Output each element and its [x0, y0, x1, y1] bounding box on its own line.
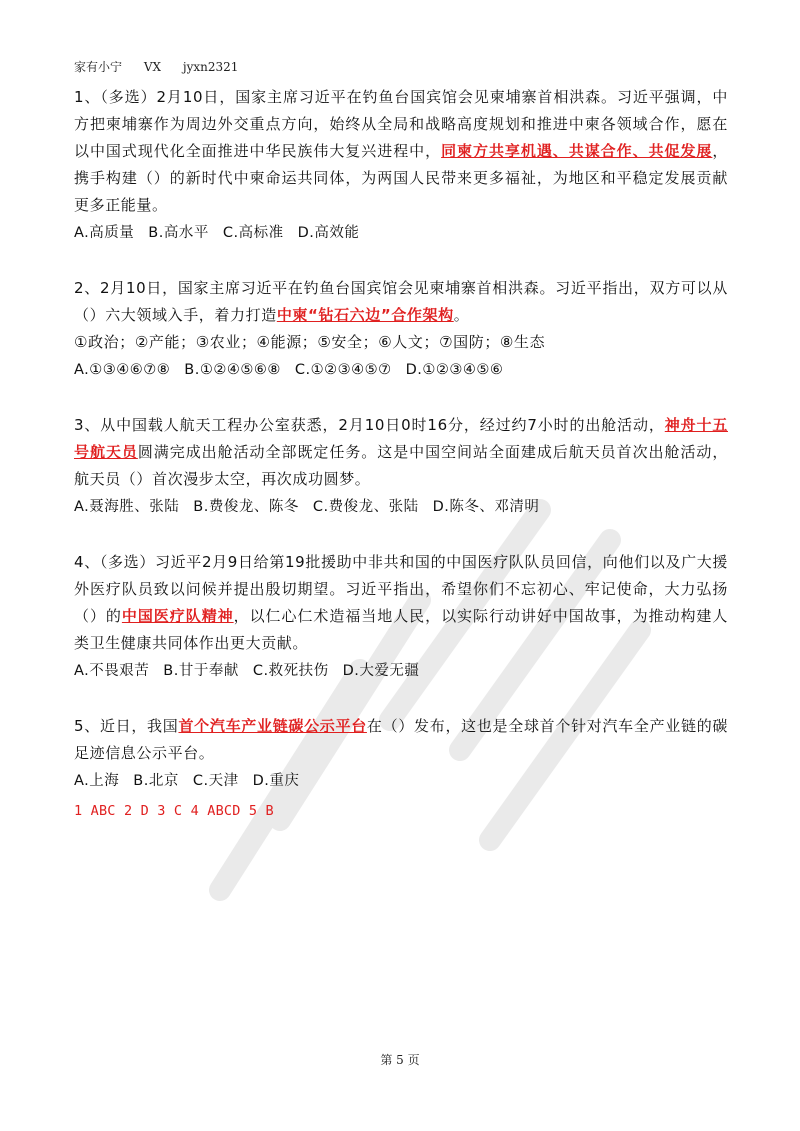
stem-text: 3、从中国载人航天工程办公室获悉，2月10日0时16分，经过约7小时的出舱活动，: [74, 416, 665, 434]
question-5: [74, 713, 728, 795]
option-c[interactable]: C.救死扶伤: [252, 663, 329, 679]
option-c[interactable]: C.①②③④⑤⑦: [294, 362, 392, 378]
option-b[interactable]: B.费俊龙、陈冬: [193, 499, 299, 515]
question-stem: [74, 549, 728, 657]
option-a[interactable]: A.不畏艰苦: [74, 663, 150, 679]
question-3: [74, 412, 728, 521]
stem-text: 在（）发布，这也是全球首个针对汽车全产业链的碳足迹信息公示平台。: [74, 717, 728, 762]
option-a[interactable]: A.上海: [74, 773, 120, 789]
footer-prefix: 第: [380, 1053, 393, 1067]
question-stem: [74, 275, 728, 329]
question-1: [74, 84, 728, 247]
options-row: [74, 767, 728, 795]
page-number: 5: [396, 1053, 404, 1067]
option-c[interactable]: C.天津: [192, 773, 239, 789]
question-4: [74, 549, 728, 685]
header-id: jyxn2321: [182, 60, 239, 74]
answer-key: 1 ABC 2 D 3 C 4 ABCD 5 B: [74, 803, 274, 819]
stem-text: 圆满完成出舱活动全部既定任务。这是中国空间站全面建成后航天员首次出舱活动，航天员（）首次漫步太空，再次成功圆梦。: [74, 443, 728, 488]
choice-items: ①政治；②产能；③农业；④能源；⑤安全；⑥人文；⑦国防；⑧生态: [74, 333, 546, 351]
header-name: 家有小宁: [74, 60, 123, 74]
question-stem: [74, 713, 728, 767]
stem-text: 2、2月10日，国家主席习近平在钓鱼台国宾馆会见柬埔寨首相洪森。习近平指出，双方可以从（）六大领域入手，着力打造: [74, 279, 728, 324]
highlight-text: 神舟十五号航天员: [74, 416, 728, 461]
stem-text: ，携手构建（）的新时代中柬命运共同体，为两国人民带来更多福祉，为地区和平稳定发展贡献更多正能量。: [74, 142, 728, 214]
question-stem: [74, 412, 728, 493]
stem-text: ，以仁心仁术造福当地人民，以实际行动讲好中国故事，为推动构建人类卫生健康共同体作出更大贡献。: [74, 607, 728, 652]
option-d[interactable]: D.重庆: [252, 773, 300, 789]
question-stem: [74, 84, 728, 219]
options-row: [74, 356, 728, 384]
footer-suffix: 页: [407, 1053, 420, 1067]
stem-text: 。: [453, 306, 470, 324]
highlight-text: 中国医疗队精神: [121, 607, 234, 625]
header-vx: VX: [143, 60, 162, 74]
question-2: [74, 275, 728, 384]
highlight-text: 中柬“钻石六边”合作架构: [276, 306, 454, 324]
highlight-text: 首个汽车产业链碳公示平台: [178, 717, 367, 735]
page-footer: [0, 1051, 800, 1068]
option-d[interactable]: D.大爱无疆: [342, 663, 420, 679]
option-b[interactable]: B.甘于奉献: [163, 663, 239, 679]
option-b[interactable]: B.①②④⑤⑥⑧: [184, 362, 281, 378]
question-list: [74, 84, 728, 823]
option-c[interactable]: C.高标准: [222, 225, 284, 241]
option-d[interactable]: D.高效能: [297, 225, 360, 241]
options-row: [74, 219, 728, 247]
option-a[interactable]: A.①③④⑥⑦⑧: [74, 362, 171, 378]
page-header: [74, 58, 256, 75]
option-a[interactable]: A.高质量: [74, 225, 135, 241]
stem-text: 1、（多选）2月10日，国家主席习近平在钓鱼台国宾馆会见柬埔寨首相洪森。习近平强调，中方把柬埔寨作为周边外交重点方向，始终从全局和战略高度规划和推进中柬各领域合作，愿在以中国式现代化全面推进中华民族伟大复兴进程中，: [74, 88, 728, 160]
stem-text: 4、（多选）习近平2月9日给第19批援助中非共和国的中国医疗队队员回信，向他们以及广大援外医疗队员致以问候并提出殷切期望。习近平指出，希望你们不忘初心、牢记使命，大力弘扬（）的: [74, 553, 728, 625]
option-a[interactable]: A.聂海胜、张陆: [74, 499, 180, 515]
options-row: [74, 493, 728, 521]
option-b[interactable]: B.北京: [133, 773, 179, 789]
option-c[interactable]: C.费俊龙、张陆: [312, 499, 419, 515]
highlight-text: 同柬方共享机遇、共谋合作、共促发展: [441, 142, 713, 160]
option-b[interactable]: B.高水平: [148, 225, 209, 241]
options-row: [74, 657, 728, 685]
option-d[interactable]: D.①②③④⑤⑥: [405, 362, 504, 378]
option-d[interactable]: D.陈冬、邓清明: [432, 499, 540, 515]
stem-text: 5、近日，我国: [74, 717, 179, 735]
